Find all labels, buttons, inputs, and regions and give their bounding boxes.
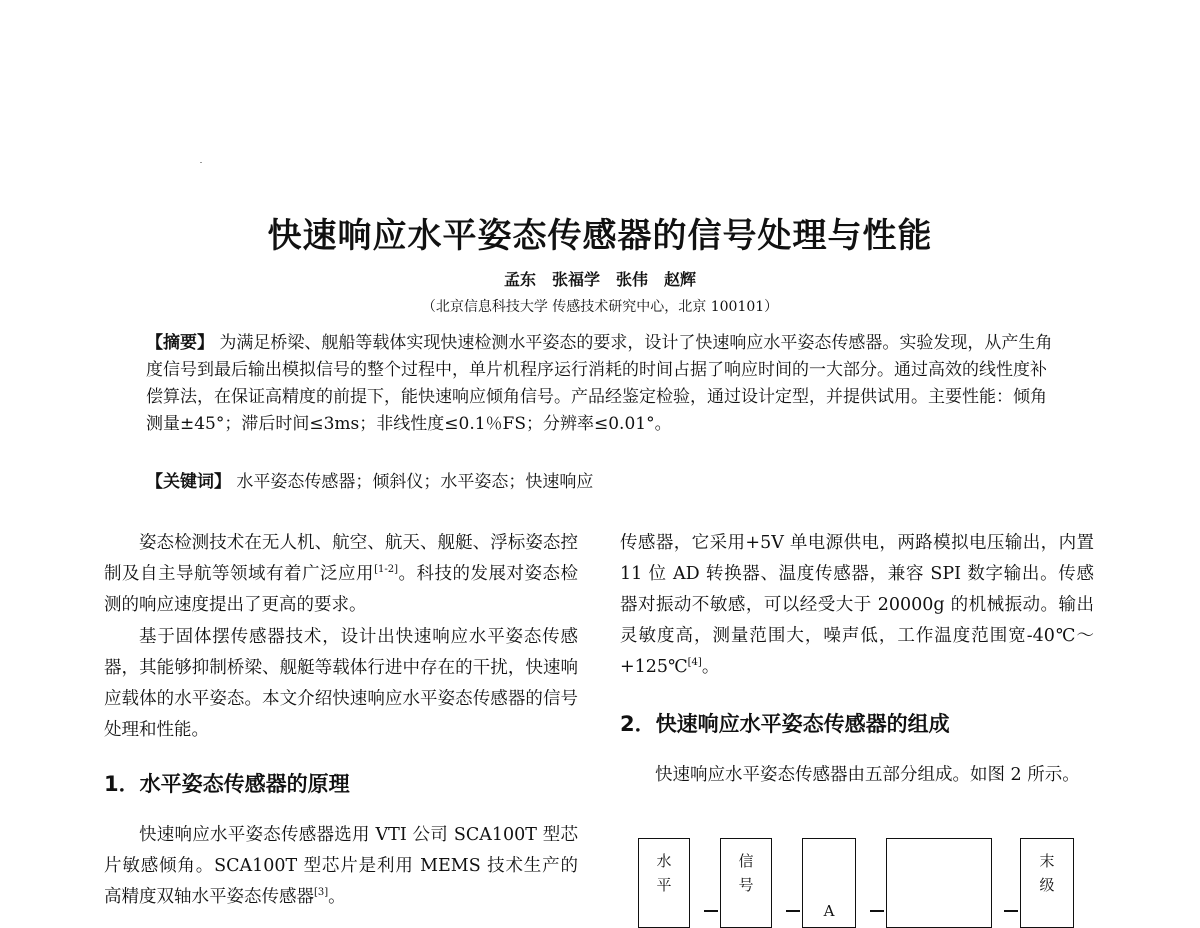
authors: 孟东 张福学 张伟 赵辉: [503, 270, 696, 289]
diagram-arrow: [1004, 910, 1018, 912]
abstract-label: 【摘要】: [146, 333, 214, 353]
section2-paragraph: [620, 760, 1094, 791]
keywords-label: 【关键词】: [146, 472, 231, 492]
diagram-arrow: [786, 910, 800, 912]
citation-4: [4]: [687, 657, 702, 669]
abstract: [146, 330, 1056, 438]
keywords-text: 水平姿态传感器；倾斜仪；水平姿态；快速响应: [236, 472, 594, 492]
paper-title: 快速响应水平姿态传感器的信号处理与性能: [267, 216, 933, 256]
section-heading-2: 2．快速响应水平姿态传感器的组成: [620, 712, 950, 736]
intro-paragraph-2: [104, 622, 578, 746]
section1-text: 快速响应水平姿态传感器选用 VTI 公司 SCA100T 型芯片敏感倾角。SCA100T 型芯片是利用 MEMS 技术生产的高精度双轴水平姿态传感器: [104, 825, 578, 907]
diagram-arrow: [870, 910, 884, 912]
intro-p1-text: 姿态检测技术在无人机、航空、航天、舰艇、浮标姿态控制及自主导航等领域有着广泛应用: [104, 533, 578, 584]
sensor-tail: 。: [701, 657, 720, 677]
diagram-box-final-stage: 末 级: [1020, 838, 1074, 928]
scan-speck: [200, 162, 202, 163]
diagram-box-signal: 信 号: [720, 838, 772, 928]
diagram-box-ad: A: [802, 838, 856, 928]
section1-tail: 。: [328, 887, 346, 907]
sensor-paragraph: [620, 528, 1094, 683]
diagram-arrow: [704, 910, 718, 912]
section-heading-1: 1．水平姿态传感器的原理: [104, 772, 350, 796]
sensor-text: 传感器，它采用+5V 单电源供电，两路模拟电压输出，内置 11 位 AD 转换器、温度传感器，兼容 SPI 数字输出。传感器对振动不敏感，可以经受大于 20000g 的机械振动。输出灵敏度高，测量范围大，噪声低，工作温度范围宽-40℃～+125℃: [620, 533, 1094, 677]
section2-text: 快速响应水平姿态传感器由五部分组成。如图 2 所示。: [655, 765, 1080, 785]
citation-1-2: [1-2]: [374, 564, 398, 576]
citation-3: [3]: [314, 887, 329, 899]
affiliation: （北京信息科技大学 传感技术研究中心，北京 100101）: [421, 299, 779, 315]
abstract-text: 为满足桥梁、舰船等载体实现快速检测水平姿态的要求，设计了快速响应水平姿态传感器。实验发现，从产生角度信号到最后输出模拟信号的整个过程中，单片机程序运行消耗的时间占据了响应时间的一大部分。通过高效的线性度补偿算法，在保证高精度的前提下，能快速响应倾角信号。产品经鉴定检验，通过设计定型，并提供试用。主要性能：倾角测量±45°；滞后时间≤3ms；非线性度≤0.1％FS；分辨率≤0.01°。: [146, 333, 1053, 434]
intro-p2-text: 基于固体摆传感器技术，设计出快速响应水平姿态传感器，其能够抑制桥梁、舰艇等载体行进中存在的干扰，快速响应载体的水平姿态。本文介绍快速响应水平姿态传感器的信号处理和性能。: [104, 627, 578, 740]
diagram-box-processor: [886, 838, 992, 928]
intro-p1-tail: 。科技的发展对姿态检测的响应速度提出了更高的要求。: [104, 564, 579, 615]
intro-paragraph-1: [104, 528, 578, 621]
diagram-box-level: 水 平: [638, 838, 690, 928]
keywords: [146, 469, 1056, 496]
section1-paragraph: [104, 820, 578, 913]
